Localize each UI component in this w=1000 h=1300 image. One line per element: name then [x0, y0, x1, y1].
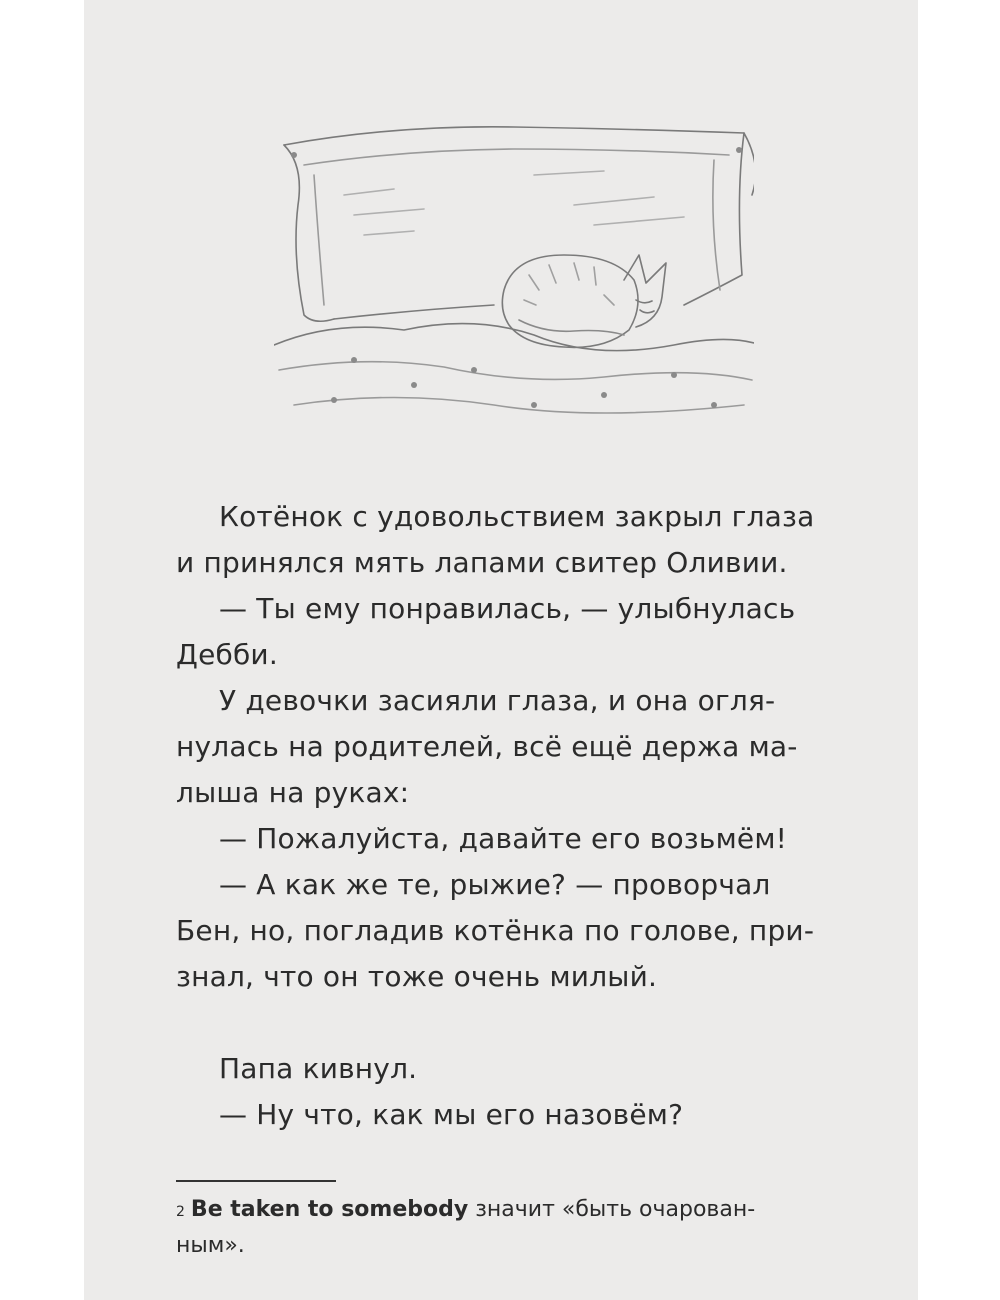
- text-line: лыша на руках:: [176, 776, 410, 809]
- footnote: [176, 1192, 870, 1264]
- sleeping-kitten-on-pillow-illustration: [274, 105, 754, 435]
- book-page: [84, 0, 918, 1300]
- text-line: Котёнок с удовольствием закрыл глаза: [219, 500, 815, 533]
- text-line: нулась на родителей, всё ещё держа ма-: [176, 730, 798, 763]
- footnote-text-continued: ным».: [176, 1233, 245, 1258]
- text-line: — А как же те, рыжие? — проворчал: [219, 868, 771, 901]
- text-line: Дебби.: [176, 638, 278, 671]
- text-line: — Ты ему понравилась, — улыбнулась: [219, 592, 796, 625]
- text-line: Бен, но, погладив котёнка по голове, при-: [176, 914, 815, 947]
- story-text: [176, 494, 870, 1138]
- footnote-marker: 2: [176, 1204, 185, 1220]
- text-line: знал, что он тоже очень милый.: [176, 960, 658, 993]
- footnote-text: значит «быть очарован-: [468, 1197, 756, 1222]
- footnote-term: Be taken to somebody: [190, 1197, 469, 1222]
- text-line: и принялся мять лапами свитер Оливии.: [176, 546, 788, 579]
- text-line: — Пожалуйста, давайте его возьмём!: [219, 822, 788, 855]
- footnote-divider: [176, 1180, 336, 1182]
- text-line: — Ну что, как мы его назовём?: [219, 1098, 684, 1131]
- text-line: У девочки засияли глаза, и она огля-: [219, 684, 776, 717]
- text-line: Папа кивнул.: [219, 1052, 418, 1085]
